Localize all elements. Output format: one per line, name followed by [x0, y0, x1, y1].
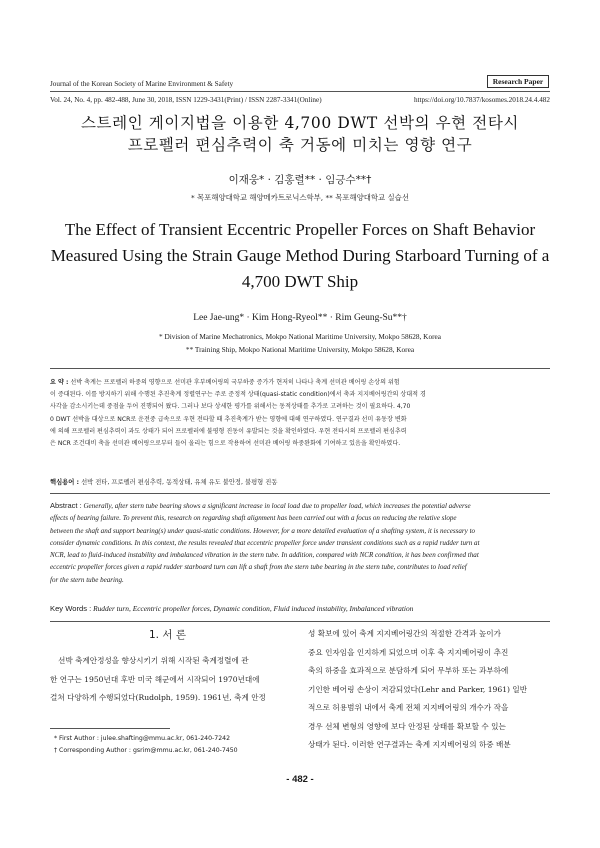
english-title-line3: 4,700 DWT Ship: [241, 272, 359, 291]
intro-left-column: [50, 652, 286, 708]
korean-title-line2: 프로펠러 편심추력이 축 거동에 미치는 영향 연구: [127, 136, 473, 154]
keywords-divider: [50, 493, 550, 494]
volume-line: Vol. 24, No. 4, pp. 482-488, June 30, 2018, ISSN 1229-3431(Print) / ISSN 2287-3341(Online): [50, 96, 322, 104]
english-authors: Lee Jae-ung* · Kim Hong-Ryeol** · Rim Geung-Su**†: [193, 313, 407, 323]
korean-keywords-label: 핵심용어 :: [50, 479, 80, 486]
abstract-line: consider dynamic conditions. In this context, the results revealed that eccentric propeller force under transient conditions such as a rapid rudder turn at: [50, 538, 480, 547]
korean-affiliation: * 목포해양대학교 해양메카트로닉스학부, ** 목포해양대학교 실습선: [191, 193, 409, 202]
english-keywords-text: Rudder turn, Eccentric propeller forces, Dynamic condition, Fluid induced instability, Imbalanced vibration: [93, 604, 414, 613]
body-line: 중요 인자임을 인지하게 되었으며 이후 축 지지베어링이 추진: [308, 647, 509, 657]
english-title-line2: Measured Using the Strain Gauge Method During Starboard Turning of a: [50, 246, 550, 265]
english-abstract-label: Abstract :: [50, 501, 82, 510]
body-line: 적으로 허용범위 내에서 축계 전체 지지베어링의 개수가 작을: [308, 703, 509, 712]
abstract-line: effects of bearing failure. To prevent this, research on regarding shaft alignment has been carried out with a focus on reducing the relative slope: [50, 514, 457, 523]
body-line: 한 연구는 1950년대 후반 미국 해군에서 시작되어 1970년대에: [50, 674, 260, 684]
abstract-line: Abstract : Generally, after stern tube bearing shows a significant increase in local load due to propeller load, which increases the potential adverse: [50, 501, 471, 510]
body-line: 축의 하중을 효과적으로 분담하게 되어 무부하 또는 과부하에: [308, 666, 509, 675]
body-line: 선박 축계안정성을 향상시키기 위해 시작된 축계정렬에 관: [58, 656, 249, 665]
body-line: 기인한 베어링 손상이 저감되었다(Lehr and Parker, 1961) 일반: [308, 684, 528, 694]
abstract-line: for the stern tube bearing.: [50, 575, 124, 584]
journal-name: Journal of the Korean Society of Marine Environment & Safety: [50, 80, 234, 88]
abstract-line: 이 증대된다. 이를 방지하기 위해 수행된 추진축계 정렬연구는 주로 준정적 상태(quasi-static condition)에서 축과 지지베어링간의 상대적 경: [50, 391, 426, 399]
abstract-line: 0 DWT 선박을 대상으로 NCR로 운전중 급속으로 우현 전타할 때 추진축계가 받는 영향에 대해 연구하였다. 연구결과 선미 유동장 변화: [50, 415, 407, 423]
doi-link[interactable]: https://doi.org/10.7837/kosomes.2018.24.4.482: [413, 96, 550, 104]
korean-title-line1: 스트레인 게이지법을 이용한 4,700 DWT 선박의 우현 전타시: [80, 114, 520, 132]
section-heading-introduction: 1. 서 론: [149, 629, 186, 641]
body-line: 경우 선체 변형의 영향에 보다 안정된 상태를 확보할 수 있는: [308, 721, 506, 731]
abstract-line: eccentric propeller forces given a rapid rudder starboard turn can lift a shaft from the stern tube bearing in the stern tube, contributes to load relief: [50, 563, 467, 572]
english-keywords: [50, 604, 550, 613]
english-affiliation-1: * Division of Marine Mechatronics, Mokpo National Maritime University, Mokpo 58628, Korea: [158, 332, 442, 341]
abstract-line: NCR, lead to fluid-induced instability and imbalanced vibration in the stern tube. In addition, compared with NCR condition, it has been confirmed that: [50, 551, 479, 560]
english-affiliation-2: ** Training Ship, Mokpo National Maritime University, Mokpo 58628, Korea: [185, 345, 415, 354]
english-abstract: [50, 500, 550, 586]
abstract-line: 에 의해 프로펠러 편심추력이 과도 상태가 되어 프로펠러에 불평형 진동이 유발되는 것을 확인하였다. 우현 전타시의 프로펠러 편심추력: [50, 427, 407, 435]
abstract-bottom-divider: [50, 621, 550, 622]
page-number: - 482 -: [286, 774, 314, 785]
abstract-line: 은 NCR 조건대비 축을 선미관 베어링으로부터 들어 올리는 힘으로 작용하여 선미관 베어링 하중완화에 기여하고 있음을 확인하였다.: [50, 440, 401, 448]
korean-abstract-label: 요 약 :: [50, 379, 69, 386]
footnote-divider: [50, 728, 170, 729]
body-line: 걸쳐 다양하게 수행되었다(Rudolph, 1959). 1961년, 축계 안정: [50, 693, 266, 702]
english-keywords-label: Key Words :: [50, 604, 92, 613]
footnote-first-author: * First Author : julee.shafting@mmu.ac.kr, 061-240-7242: [54, 735, 231, 742]
footnote-corresponding-author: † Corresponding Author : gsrim@mmu.ac.kr, 061-240-7450: [54, 747, 238, 754]
abstract-line: 사각을 감소시키는데 중점을 두어 진행되어 왔다. 그러나 보다 상세한 평가를 위해서는 동적상태를 추가로 고려하는 것이 필요하다. 4,70: [50, 403, 411, 411]
intro-right-column: [308, 625, 550, 755]
abstract-line: 요 약 : 선박 축계는 프로펠러 하중의 영향으로 선미관 후부베어링의 국부하중 증가가 현저히 나타나 축계 선미관 베어링 손상의 위험: [50, 379, 400, 386]
english-title-line1: The Effect of Transient Eccentric Propeller Forces on Shaft Behavior: [64, 220, 536, 239]
korean-abstract: [50, 377, 550, 450]
abstract-line: between the shaft and support bearing(s) under quasi-static conditions. However, for a more detailed evaluation of a shafting system, it is necessary to: [50, 526, 476, 535]
abstract-top-divider: [50, 368, 550, 369]
korean-keywords: [50, 477, 550, 486]
korean-authors: 이재웅* · 김홍렬** · 임긍수**†: [228, 174, 372, 186]
body-line: 성 확보에 있어 축계 지지베어링간의 적절한 간격과 높이가: [308, 629, 501, 638]
research-paper-badge: Research Paper: [487, 75, 549, 88]
korean-keywords-text: 선박 전타, 프로펠러 편심추력, 동적상태, 유체 유도 불안정, 불평형 진동: [81, 479, 278, 486]
header-divider: [50, 91, 550, 92]
body-line: 상태가 된다. 이러한 연구결과는 축계 지지베어링의 하중 배분: [308, 740, 511, 749]
